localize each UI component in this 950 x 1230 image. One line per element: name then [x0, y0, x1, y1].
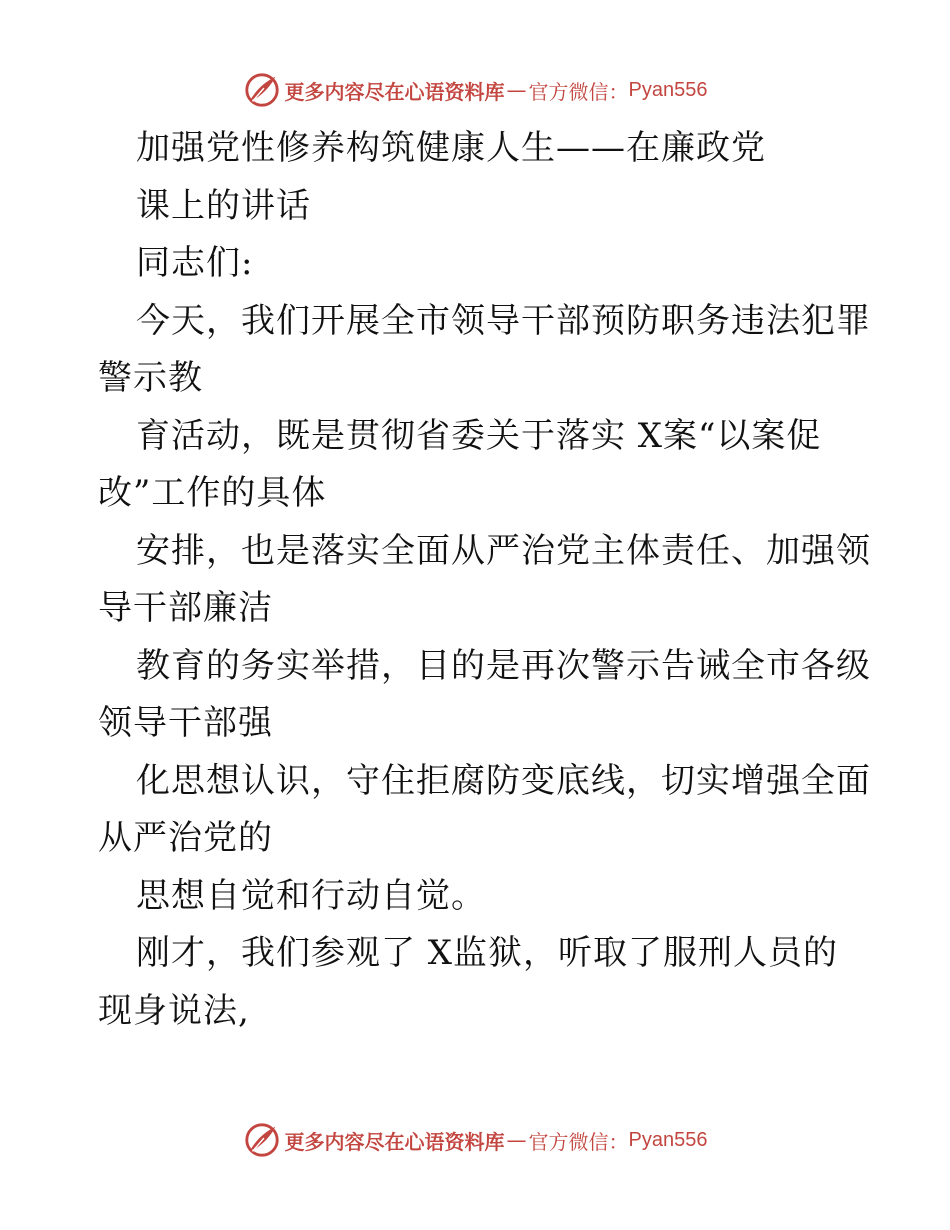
footer-banner — [0, 1120, 950, 1160]
banner-wechat-id: Pyan556 — [628, 1128, 708, 1151]
banner-wechat-id: Pyan556 — [628, 78, 708, 101]
banner-wechat-label: 官方微信： — [528, 1129, 629, 1154]
document-line: 警示教 — [98, 358, 203, 398]
document-line: 今天，我们开展全市领导干部预防职务违法犯罪 — [136, 300, 871, 341]
feather-pen-icon — [243, 1121, 281, 1159]
banner-brand-text: 更多内容尽在心语资料库 — [284, 1129, 505, 1154]
document-line: 刚才，我们参观了 X监狱，听取了服刑人员的 — [136, 933, 839, 973]
document-line: 加强党性修养构筑健康人生——在廉政党 — [136, 128, 766, 168]
document-line: 育活动，既是贯彻省委关于落实 X案“以案促 — [136, 415, 822, 456]
document-line: 安排，也是落实全面从严治党主体责任、加强领 — [136, 530, 871, 571]
banner-separator: — — [506, 1128, 527, 1152]
document-line: 改”工作的具体 — [98, 473, 327, 513]
banner-separator: — — [506, 78, 527, 102]
document-line: 思想自觉和行动自觉。 — [136, 875, 486, 916]
document-line: 领导干部强 — [98, 703, 273, 743]
document-body — [98, 120, 871, 1040]
document-line: 同志们: — [136, 243, 254, 283]
banner-wechat-label: 官方微信： — [528, 79, 629, 104]
document-line: 教育的务实举措，目的是再次警示告诫全市各级 — [136, 645, 871, 686]
document-line: 课上的讲话 — [136, 185, 311, 226]
document-line: 从严治党的 — [98, 818, 273, 858]
banner-brand-text: 更多内容尽在心语资料库 — [284, 79, 505, 104]
feather-pen-icon — [243, 71, 281, 109]
header-banner — [0, 70, 950, 110]
document-line: 化思想认识，守住拒腐防变底线，切实增强全面 — [136, 760, 871, 801]
document-line: 导干部廉洁 — [98, 588, 273, 628]
document-line: 现身说法, — [98, 990, 250, 1031]
